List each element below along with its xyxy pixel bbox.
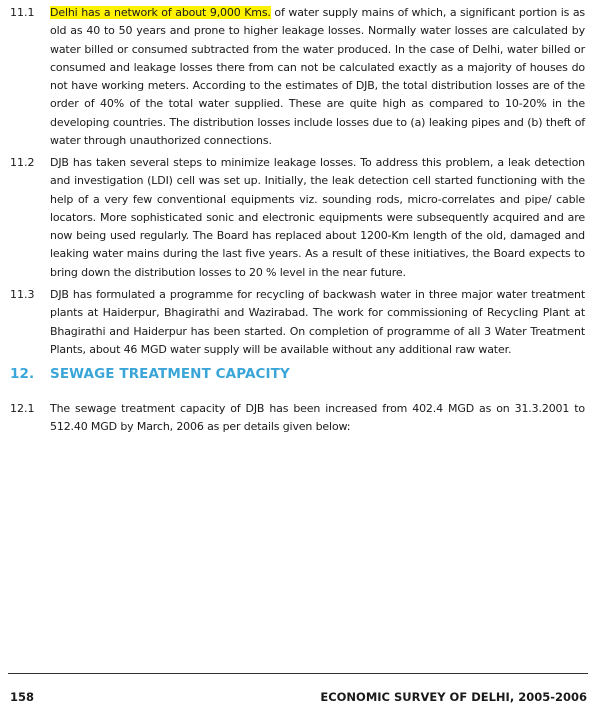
footer-divider [8, 673, 588, 674]
paragraph-11-1 [10, 4, 585, 150]
section-heading [10, 366, 290, 382]
paragraph-number: 12.1 [10, 402, 35, 415]
paragraph-text: DJB has formulated a programme for recycling of backwash water in three major water treatment plants at Haiderpur, Bhagirathi and Wazirabad. The work for commissioning of Recycling Plant at Bhagirathi and Haiderpur has been started. On completion of programme of all 3 Water Treatment Plants, about 46 MGD water supply will be available without any additional raw water. [50, 288, 585, 356]
paragraph-number: 11.2 [10, 156, 35, 169]
paragraph-12-1 [10, 400, 585, 437]
paragraph-11-2 [10, 154, 585, 282]
page-number: 158 [10, 690, 35, 704]
paragraph-text [50, 4, 585, 150]
paragraph-body: of water supply mains of which, a significant portion is as old as 40 to 50 years and prone to higher leakage losses. Normally water losses are calculated by water billed or consumed subtracted from the water produced. In the case of Delhi, water billed or consumed and leakage losses there from can not be calculated exactly as a majority of houses do not have working meters. According to the estimates of DJB, the total distribution losses are of the order of 40% of the total water supplied. These are quite high as compared to 10-20% in the developing countries. The distribution losses include losses due to (a) leaking pipes and (b) theft of water through unauthorized connections. [50, 6, 585, 148]
paragraph-11-3 [10, 286, 585, 359]
highlighted-text: Delhi has a network of about 9,000 Kms. [50, 6, 271, 19]
section-title: SEWAGE TREATMENT CAPACITY [50, 366, 290, 382]
paragraph-number: 11.1 [10, 6, 35, 19]
section-number: 12. [10, 366, 35, 382]
publication-title: ECONOMIC SURVEY OF DELHI, 2005-2006 [320, 690, 587, 704]
paragraph-text: DJB has taken several steps to minimize leakage losses. To address this problem, a leak detection and investigation (LDI) cell was set up. Initially, the leak detection cell started functioning with the help of a very few conventional equipments viz. sounding rods, micro-correlates and pipe/ cable locators. More sophisticated sonic and electronic equipments were subsequently acquired and are now being used regularly. The Board has replaced about 1200-Km length of the old, damaged and leaking water mains during the last five years. As a result of these initiatives, the Board expects to bring down the distribution losses to 20 % level in the near future. [50, 156, 585, 279]
paragraph-number: 11.3 [10, 288, 35, 301]
paragraph-text: The sewage treatment capacity of DJB has been increased from 402.4 MGD as on 31.3.2001 to 512.40 MGD by March, 2006 as per details given below: [50, 402, 585, 434]
